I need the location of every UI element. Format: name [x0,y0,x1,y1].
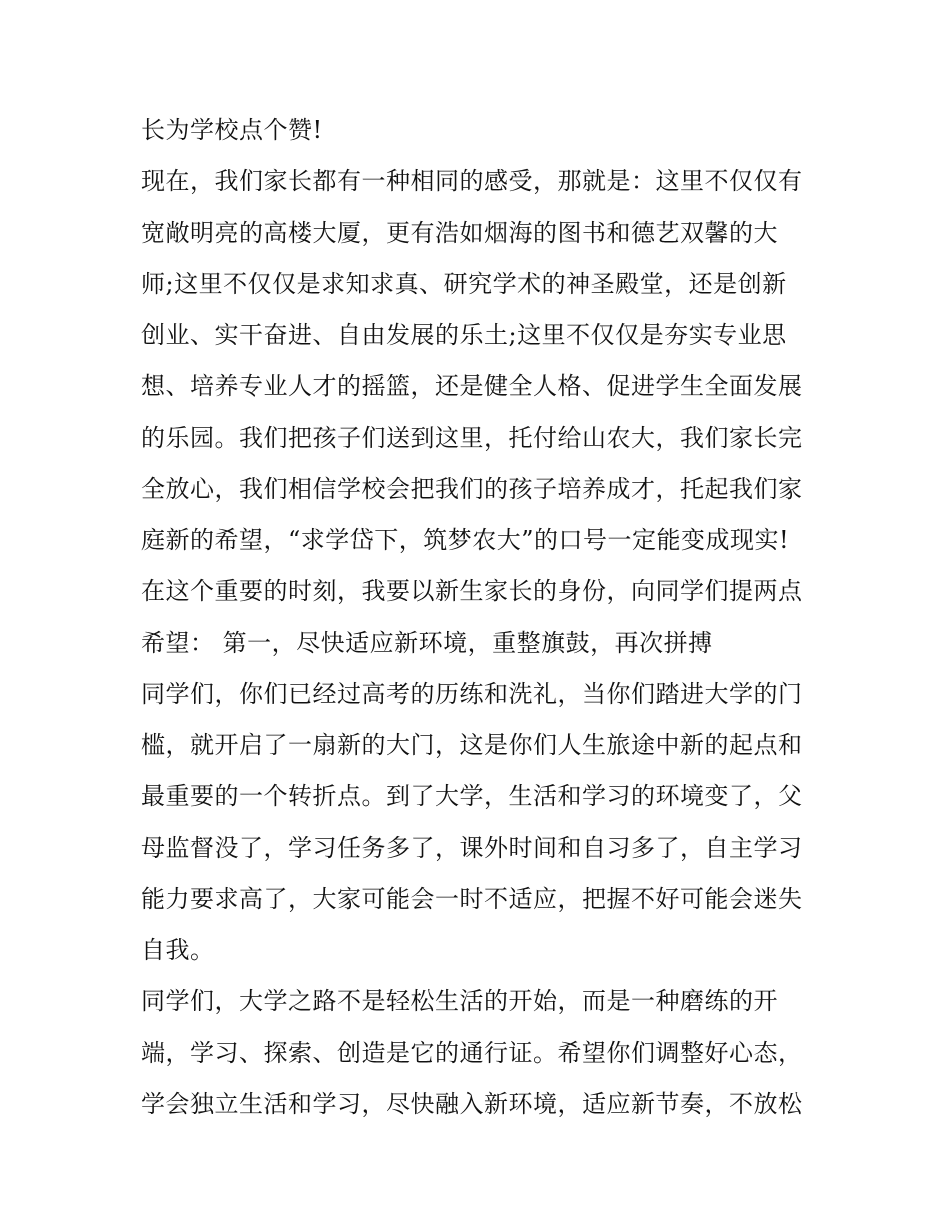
text-line: 最重要的一个转折点。到了大学，生活和学习的环境变了，父 [141,782,803,810]
text-line: 的乐园。我们把孩子们送到这里，托付给山农大，我们家长完 [141,424,803,452]
text-line: 全放心，我们相信学校会把我们的孩子培养成才，托起我们家 [141,475,803,503]
text-line: 想、培养专业人才的摇篮，还是健全人格、促进学生全面发展 [141,372,803,400]
text-line: 同学们，大学之路不是轻松生活的开始，而是一种磨练的开 [141,987,778,1015]
text-line: 现在，我们家长都有一种相同的感受，那就是：这里不仅仅有 [141,167,803,195]
text-line: 端，学习、探索、创造是它的通行证。希望你们调整好心态， [141,1039,803,1067]
text-line: 创业、实干奋进、自由发展的乐土;这里不仅仅是夯实专业思 [141,321,787,349]
text-line: 师;这里不仅仅是求知求真、研究学术的神圣殿堂，还是创新 [141,270,787,298]
text-line: 学会独立生活和学习，尽快融入新环境，适应新节奏，不放松 [141,1090,803,1118]
text-line: 母监督没了，学习任务多了，课外时间和自习多了，自主学习 [141,834,803,862]
text-line: 在这个重要的时刻，我要以新生家长的身份，向同学们提两点 [141,577,803,605]
text-line: 希望： 第一，尽快适应新环境，重整旗鼓，再次拼搏 [141,629,713,657]
text-line: 庭新的希望，“求学岱下，筑梦农大”的口号一定能变成现实! [141,526,790,554]
text-line: 能力要求高了，大家可能会一时不适应，把握不好可能会迷失 [141,885,803,913]
text-line: 槛，就开启了一扇新的大门，这是你们人生旅途中新的起点和 [141,731,803,759]
text-line: 宽敞明亮的高楼大厦，更有浩如烟海的图书和德艺双馨的大 [141,219,778,247]
text-line: 同学们，你们已经过高考的历练和洗礼，当你们踏进大学的门 [141,680,803,708]
text-line: 自我。 [141,936,215,964]
text-line: 长为学校点个赞! [141,116,323,144]
